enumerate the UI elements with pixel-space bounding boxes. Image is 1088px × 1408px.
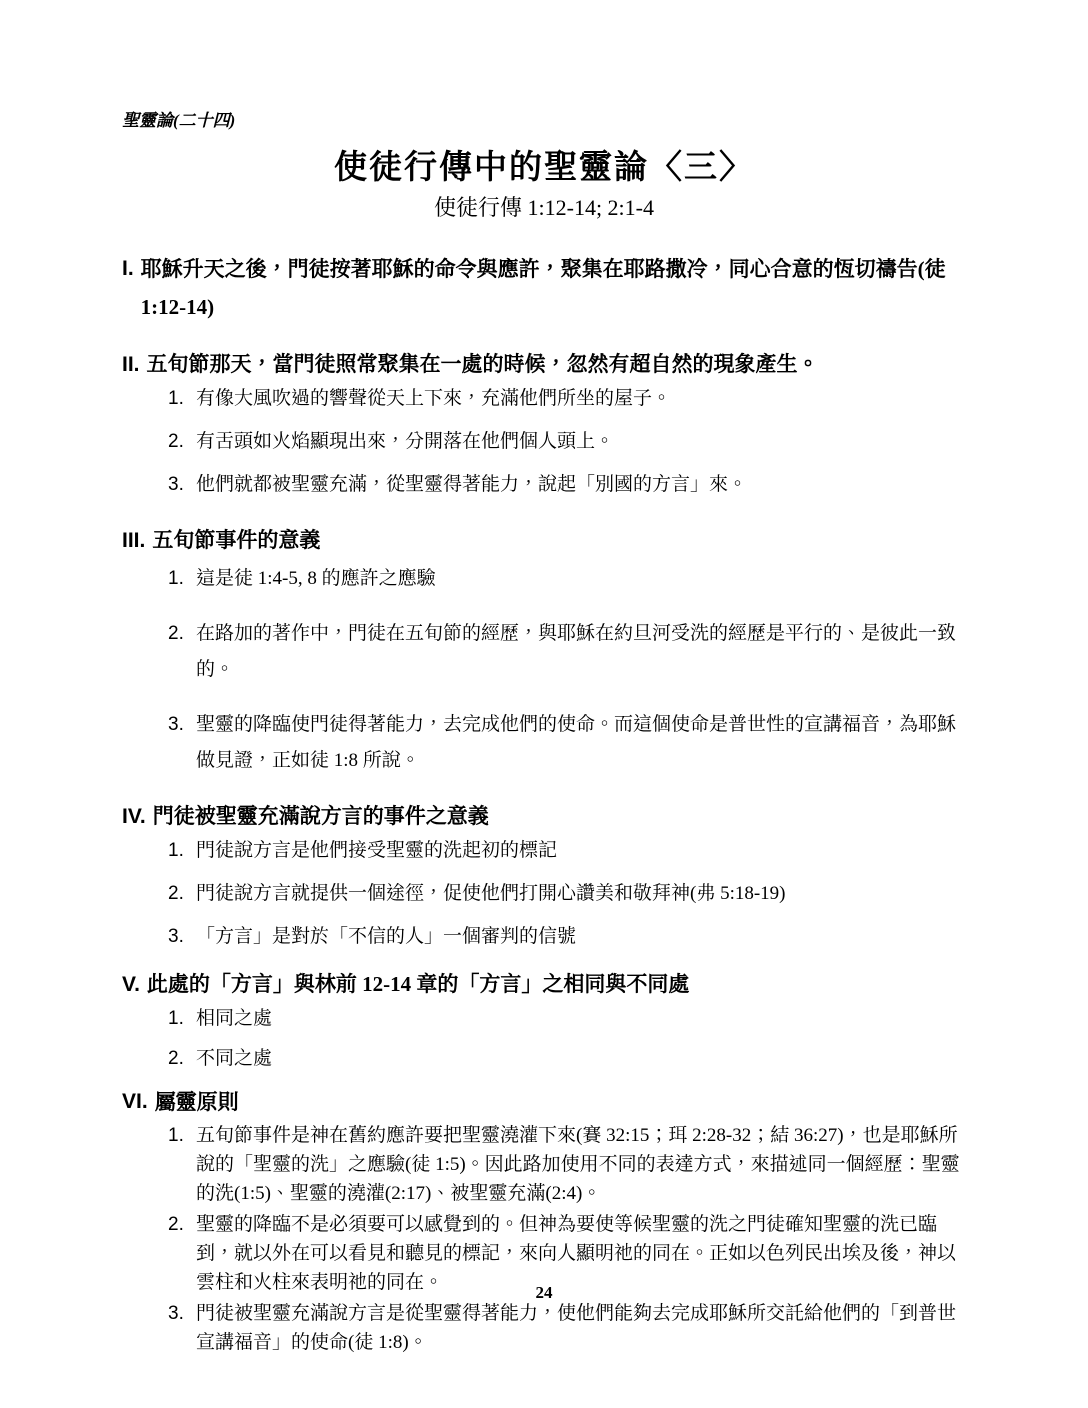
item-text: 有像大風吹過的響聲從天上下來，充滿他們所坐的屋子。 [196,388,672,409]
list-item [168,1121,966,1208]
section-numeral: V. [122,973,140,996]
item-number: 1. [168,1008,184,1029]
section-heading: 耶穌升天之後，門徒按著耶穌的命令與應許，聚集在耶路撒冷，同心合意的恆切禱告(徒 1:12-14) [140,257,946,319]
item-number: 3. [168,1303,184,1324]
list-item [168,707,966,779]
section-5 [122,966,966,1072]
item-number: 2. [168,883,184,904]
section-numeral: III. [122,529,146,552]
item-text: 五旬節事件是神在舊約應許要把聖靈澆灌下來(賽 32:15；珥 2:28-32；結 36:27)，也是耶穌所說的「聖靈的洗」之應驗(徒 1:5)。因此路加使用不同的表達方式，來描述同一個經歷：聖靈的洗(1:5)、聖靈的澆灌(2:17)、被聖靈充滿(2:4)。 [196,1125,960,1204]
item-text: 在路加的著作中，門徒在五旬節的經歷，與耶穌在約旦河受洗的經歷是平行的、是彼此一致的。 [196,623,957,680]
list-item [168,616,966,688]
item-text: 他們就都被聖靈充滿，從聖靈得著能力，說起「別國的方言」來。 [196,474,748,495]
item-number: 2. [168,1048,184,1069]
list-item [168,1045,966,1072]
section-heading: 五旬節事件的意義 [152,528,321,552]
item-number: 1. [168,840,184,861]
section-heading: 屬靈原則 [154,1090,239,1114]
section-numeral: I. [122,257,134,280]
item-number: 3. [168,926,184,947]
item-text: 「方言」是對於「不信的人」一個審判的信號 [196,926,577,947]
section-4 [122,798,966,950]
page-title: 使徒行傳中的聖靈論〈三〉 [334,150,754,186]
item-text: 門徒說方言就提供一個途徑，促使他們打開心讚美和敬拜神(弗 5:18-19) [196,883,786,904]
list-item [168,837,966,864]
item-text: 聖靈的降臨使門徒得著能力，去完成他們的使命。而這個使命是普世性的宣講福音，為耶穌做見證，正如徒 1:8 所說。 [196,714,957,771]
item-text: 有舌頭如火焰顯現出來，分開落在他們個人頭上。 [196,431,615,452]
item-number: 1. [168,1125,184,1146]
page-subtitle: 使徒行傳 1:12-14; 2:1-4 [434,195,654,220]
list-item [168,561,966,597]
section-heading: 五旬節那天，當門徒照常聚集在一處的時候，忽然有超自然的現象產生。 [146,352,819,376]
list-item [168,1299,966,1357]
list-item [168,428,966,455]
item-text: 門徒說方言是他們接受聖靈的洗起初的標記 [196,840,558,861]
item-text: 這是徒 1:4-5, 8 的應許之應驗 [196,568,436,589]
section-numeral: II. [122,353,140,376]
section-heading: 此處的「方言」與林前 12-14 章的「方言」之相同與不同處 [146,972,690,996]
item-text: 相同之處 [196,1008,273,1029]
item-number: 1. [168,388,184,409]
item-text: 門徒被聖靈充滿說方言是從聖靈得著能力，使他們能夠去完成耶穌所交託給他們的「到普世宣講福音」的使命(徒 1:8)。 [196,1303,957,1353]
item-number: 3. [168,474,184,495]
list-item [168,880,966,907]
list-item [168,385,966,412]
section-6 [122,1085,966,1357]
list-item [168,471,966,498]
page-number: 24 [535,1283,553,1302]
section-1 [122,250,966,326]
section-numeral: IV. [122,805,146,828]
item-number: 2. [168,623,184,644]
item-number: 1. [168,568,184,589]
section-3 [122,522,966,779]
section-2 [122,346,966,498]
item-number: 3. [168,714,184,735]
doc-series-label: 聖靈論(二十四) [122,111,236,130]
section-heading: 門徒被聖靈充滿說方言的事件之意義 [152,804,489,828]
item-text: 不同之處 [196,1048,273,1069]
item-text: 聖靈的降臨不是必須要可以感覺到的。但神為要使等候聖靈的洗之門徒確知聖靈的洗已臨到，就以外在可以看見和聽見的標記，來向人顯明祂的同在。正如以色列民出埃及後，神以雲柱和火柱來表明祂的同在。 [196,1214,957,1293]
item-number: 2. [168,1214,184,1235]
item-number: 2. [168,431,184,452]
list-item [168,923,966,950]
list-item [168,1005,966,1032]
section-numeral: VI. [122,1090,148,1113]
